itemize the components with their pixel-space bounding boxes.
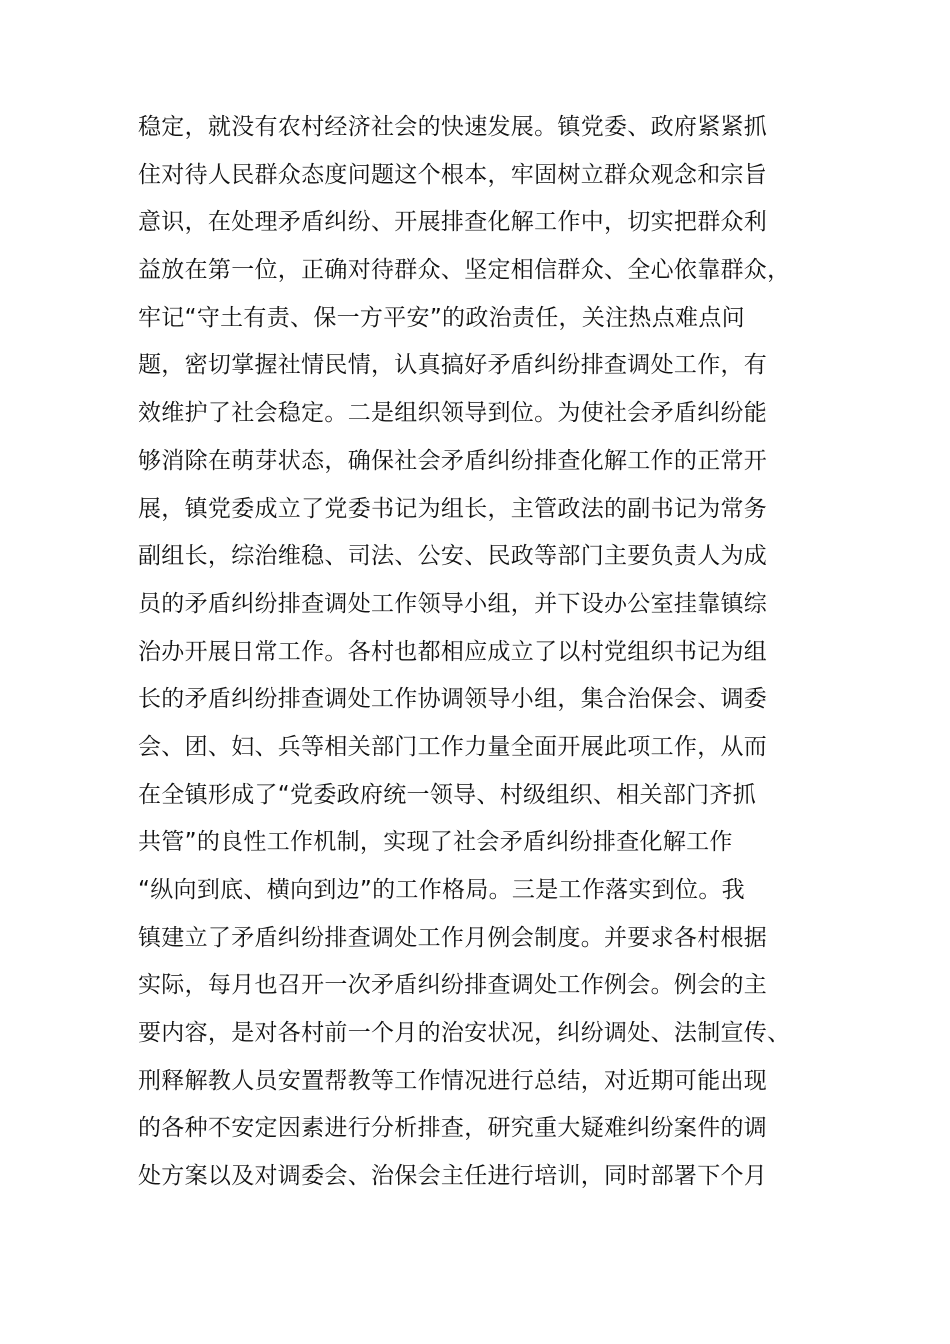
text-line: 牢记“守土有责、保一方平安”的政治责任，关注热点难点问 bbox=[138, 304, 745, 331]
text-line: 实际，每月也召开一次矛盾纠纷排查调处工作例会。例会的主 bbox=[138, 972, 768, 999]
text-line: “纵向到底、横向到边”的工作格局。三是工作落实到位。我 bbox=[138, 877, 745, 903]
text-line: 处方案以及对调委会、治保会主任进行培训，同时部署下个月 bbox=[138, 1163, 768, 1190]
text-line: 会、团、妇、兵等相关部门工作力量全面开展此项工作，从而 bbox=[138, 733, 768, 760]
text-line: 镇建立了矛盾纠纷排查调处工作月例会制度。并要求各村根据 bbox=[138, 924, 768, 951]
text-line: 在全镇形成了“党委政府统一领导、村级组织、相关部门齐抓 bbox=[138, 781, 757, 808]
text-line: 员的矛盾纠纷排查调处工作领导小组，并下设办公室挂靠镇综 bbox=[138, 590, 768, 617]
text-line: 意识，在处理矛盾纠纷、开展排查化解工作中，切实把群众利 bbox=[138, 209, 768, 236]
text-line: 够消除在萌芽状态，确保社会矛盾纠纷排查化解工作的正常开 bbox=[138, 447, 768, 474]
text-line: 稳定，就没有农村经济社会的快速发展。镇党委、政府紧紧抓 bbox=[138, 114, 768, 140]
body-text bbox=[138, 104, 838, 1201]
text-line: 长的矛盾纠纷排查调处工作协调领导小组，集合治保会、调委 bbox=[138, 686, 768, 713]
text-line: 要内容，是对各村前一个月的治安状况，纠纷调处、法制宣传、 bbox=[138, 1020, 791, 1047]
text-line: 住对待人民群众态度问题这个根本，牢固树立群众观念和宗旨 bbox=[138, 161, 768, 188]
text-line: 益放在第一位，正确对待群众、坚定相信群众、全心依靠群众， bbox=[138, 257, 791, 284]
text-line: 效维护了社会稳定。二是组织领导到位。为使社会矛盾纠纷能 bbox=[138, 400, 768, 427]
text-line: 的各种不安定因素进行分析排查，研究重大疑难纠纷案件的调 bbox=[138, 1115, 768, 1142]
text-line: 题，密切掌握社情民情，认真搞好矛盾纠纷排查调处工作，有 bbox=[138, 352, 768, 379]
text-line: 共管”的良性工作机制，实现了社会矛盾纠纷排查化解工作 bbox=[138, 829, 733, 856]
text-line: 治办开展日常工作。各村也都相应成立了以村党组织书记为组 bbox=[138, 638, 768, 665]
text-line: 刑释解教人员安置帮教等工作情况进行总结，对近期可能出现 bbox=[138, 1067, 768, 1094]
text-line: 展，镇党委成立了党委书记为组长，主管政法的副书记为常务 bbox=[138, 495, 768, 522]
text-line: 副组长，综治维稳、司法、公安、民政等部门主要负责人为成 bbox=[138, 543, 768, 570]
